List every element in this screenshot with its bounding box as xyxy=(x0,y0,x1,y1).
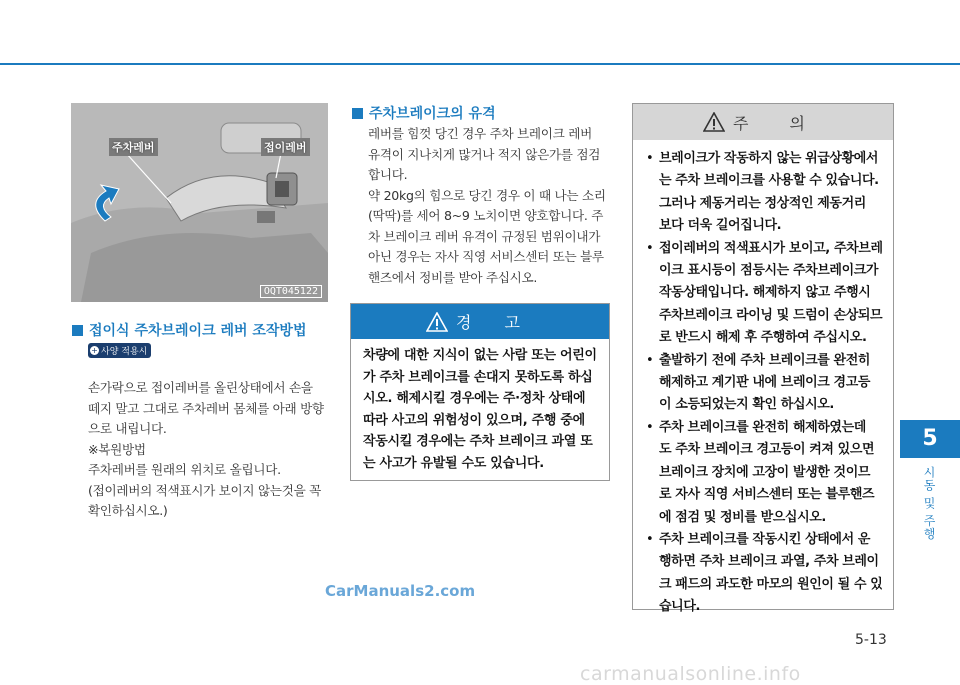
caution-line: 이크 표시등이 점등시는 주차브레이크가 xyxy=(659,263,879,279)
caution-line: 해제하고 계기판 내에 브레이크 경고등 xyxy=(659,375,871,391)
body-line: 약 20kg의 힘으로 당긴 경우 이 때 나는 소리 xyxy=(368,187,606,203)
play-section-heading xyxy=(352,103,496,123)
page-number: 5-13 xyxy=(855,632,887,648)
caution-line: 로 반드시 해제 후 주행하여 주십시오. xyxy=(659,330,867,346)
caution-item xyxy=(643,148,883,238)
fold-section-heading xyxy=(72,320,306,340)
watermark-footer: carmanualsonline.info xyxy=(580,663,801,685)
parking-brake-figure xyxy=(71,103,328,302)
body-line: 아닌 경우는 자사 직영 서비스센터 또는 블루 xyxy=(368,249,604,264)
caution-line: 는 주차 브레이크를 사용할 수 있습니다. xyxy=(659,173,879,189)
warning-body xyxy=(351,339,609,474)
play-section-title: 주차브레이크의 유격 xyxy=(369,106,496,122)
body-line: ※복원방법 xyxy=(88,441,146,457)
body-line: 유격이 지나치게 많거나 적지 않은가를 점검 xyxy=(368,146,601,162)
warning-line: 따라 사고의 위험성이 있으며, 주행 중에 xyxy=(363,412,585,428)
body-line: 합니다. xyxy=(368,167,408,182)
caution-line: 그러나 제동거리는 정상적인 제동거리 xyxy=(659,195,866,211)
caution-line: • 출발하기 전에 주차 브레이크를 완전히 xyxy=(659,352,871,368)
warning-line: 작동시킬 경우에는 주차 브레이크 과열 또 xyxy=(363,434,593,449)
body-line: 주차레버를 원래의 위치로 올립니다. xyxy=(88,462,281,477)
caution-triangle-icon xyxy=(703,112,725,132)
warning-line: 가 주차 브레이크를 손대지 못하도록 하십 xyxy=(363,369,593,385)
caution-line: 습니다. xyxy=(659,599,701,615)
heading-square-icon xyxy=(72,325,83,336)
caution-line: 크 패드의 과도한 마모의 원인이 될 수 있 xyxy=(659,576,883,592)
fold-section-body xyxy=(88,378,333,522)
parking-lever-label: 주차레버 xyxy=(109,138,158,156)
caution-title: 주 의 xyxy=(733,113,823,133)
warning-triangle-icon xyxy=(426,312,448,332)
body-line: 레버를 힘껏 당긴 경우 주차 브레이크 레버 xyxy=(368,126,592,141)
caution-item xyxy=(643,238,883,350)
caution-line: 작동상태입니다. 해제하지 않고 주행시 xyxy=(659,285,871,301)
watermark-link[interactable]: CarManuals2.com xyxy=(325,582,476,600)
body-line: 떼지 말고 그대로 주차레버 몸체를 아래 방향 xyxy=(88,400,324,416)
warning-line: 는 사고가 유발될 수도 있습니다. xyxy=(363,455,544,471)
caution-box xyxy=(632,103,894,615)
warning-header xyxy=(351,304,609,339)
body-line: (딱딱)를 세어 8~9 노치이면 양호합니다. 주 xyxy=(368,208,604,223)
fold-section-title: 접이식 주차브레이크 레버 조작방법 xyxy=(89,323,307,339)
caution-item xyxy=(643,417,883,529)
caution-line: 주차브레이크 라이닝 및 드럼이 손상되므 xyxy=(659,307,883,323)
body-line: 으로 내립니다. xyxy=(88,421,167,436)
header-rule xyxy=(0,63,960,65)
option-badge xyxy=(88,343,151,358)
chapter-title: 시동 및 주행 xyxy=(922,466,936,541)
warning-line: 시오. 해제시킬 경우에는 주·정차 상태에 xyxy=(363,391,586,406)
body-line: 핸즈에서 정비를 받아 주십시오. xyxy=(368,269,538,285)
warning-box xyxy=(350,303,610,481)
console-illustration xyxy=(71,103,328,302)
warning-line: 차량에 대한 지식이 없는 사람 또는 어린이 xyxy=(363,348,597,363)
caution-line: 보다 더욱 길어집니다. xyxy=(659,218,782,234)
body-line: (접이레버의 적색표시가 보이지 않는것을 꼭 xyxy=(88,482,322,498)
caution-item xyxy=(643,529,883,619)
caution-line: • 접이레버의 적색표시가 보이고, 주차브레 xyxy=(659,240,883,256)
play-section-body xyxy=(368,124,613,288)
caution-line: 도 주차 브레이크 경고등이 켜져 있으면 xyxy=(659,442,875,458)
figure-code: OQT045122 xyxy=(260,285,322,298)
body-line: 확인하십시오.) xyxy=(88,503,168,518)
caution-line: 로 자사 직영 서비스센터 또는 블루핸즈 xyxy=(659,487,875,503)
caution-line: • 주차 브레이크를 완전히 해제하였는데 xyxy=(659,419,866,435)
option-badge-text: 사양 적용시 xyxy=(101,347,148,357)
body-line: 차 브레이크 레버 유격이 규정된 범위이내가 xyxy=(368,228,601,244)
caution-header xyxy=(633,104,893,140)
caution-line: 행하면 주차 브레이크 과열, 주차 브레이 xyxy=(659,554,879,570)
plus-icon: + xyxy=(91,346,98,355)
fold-lever-label: 접이레버 xyxy=(261,138,310,156)
caution-item xyxy=(643,350,883,417)
warning-title: 경 고 xyxy=(456,313,534,332)
body-line: 손가락으로 접이레버를 올린상태에서 손을 xyxy=(88,380,313,395)
chapter-tab[interactable]: 5 xyxy=(900,420,960,458)
caution-body xyxy=(633,140,893,619)
caution-line: 브레이크 장치에 고장이 발생한 것이므 xyxy=(659,464,871,480)
caution-line: 에 점검 및 정비를 받으십시오. xyxy=(659,509,826,525)
heading-square-icon xyxy=(352,108,363,119)
caution-line: • 브레이크가 작동하지 않는 위급상황에서 xyxy=(659,151,879,166)
caution-line: 이 소등되었는지 확인 하십시오. xyxy=(659,397,834,413)
caution-line: • 주차 브레이크를 작동시킨 상태에서 운 xyxy=(659,531,871,547)
